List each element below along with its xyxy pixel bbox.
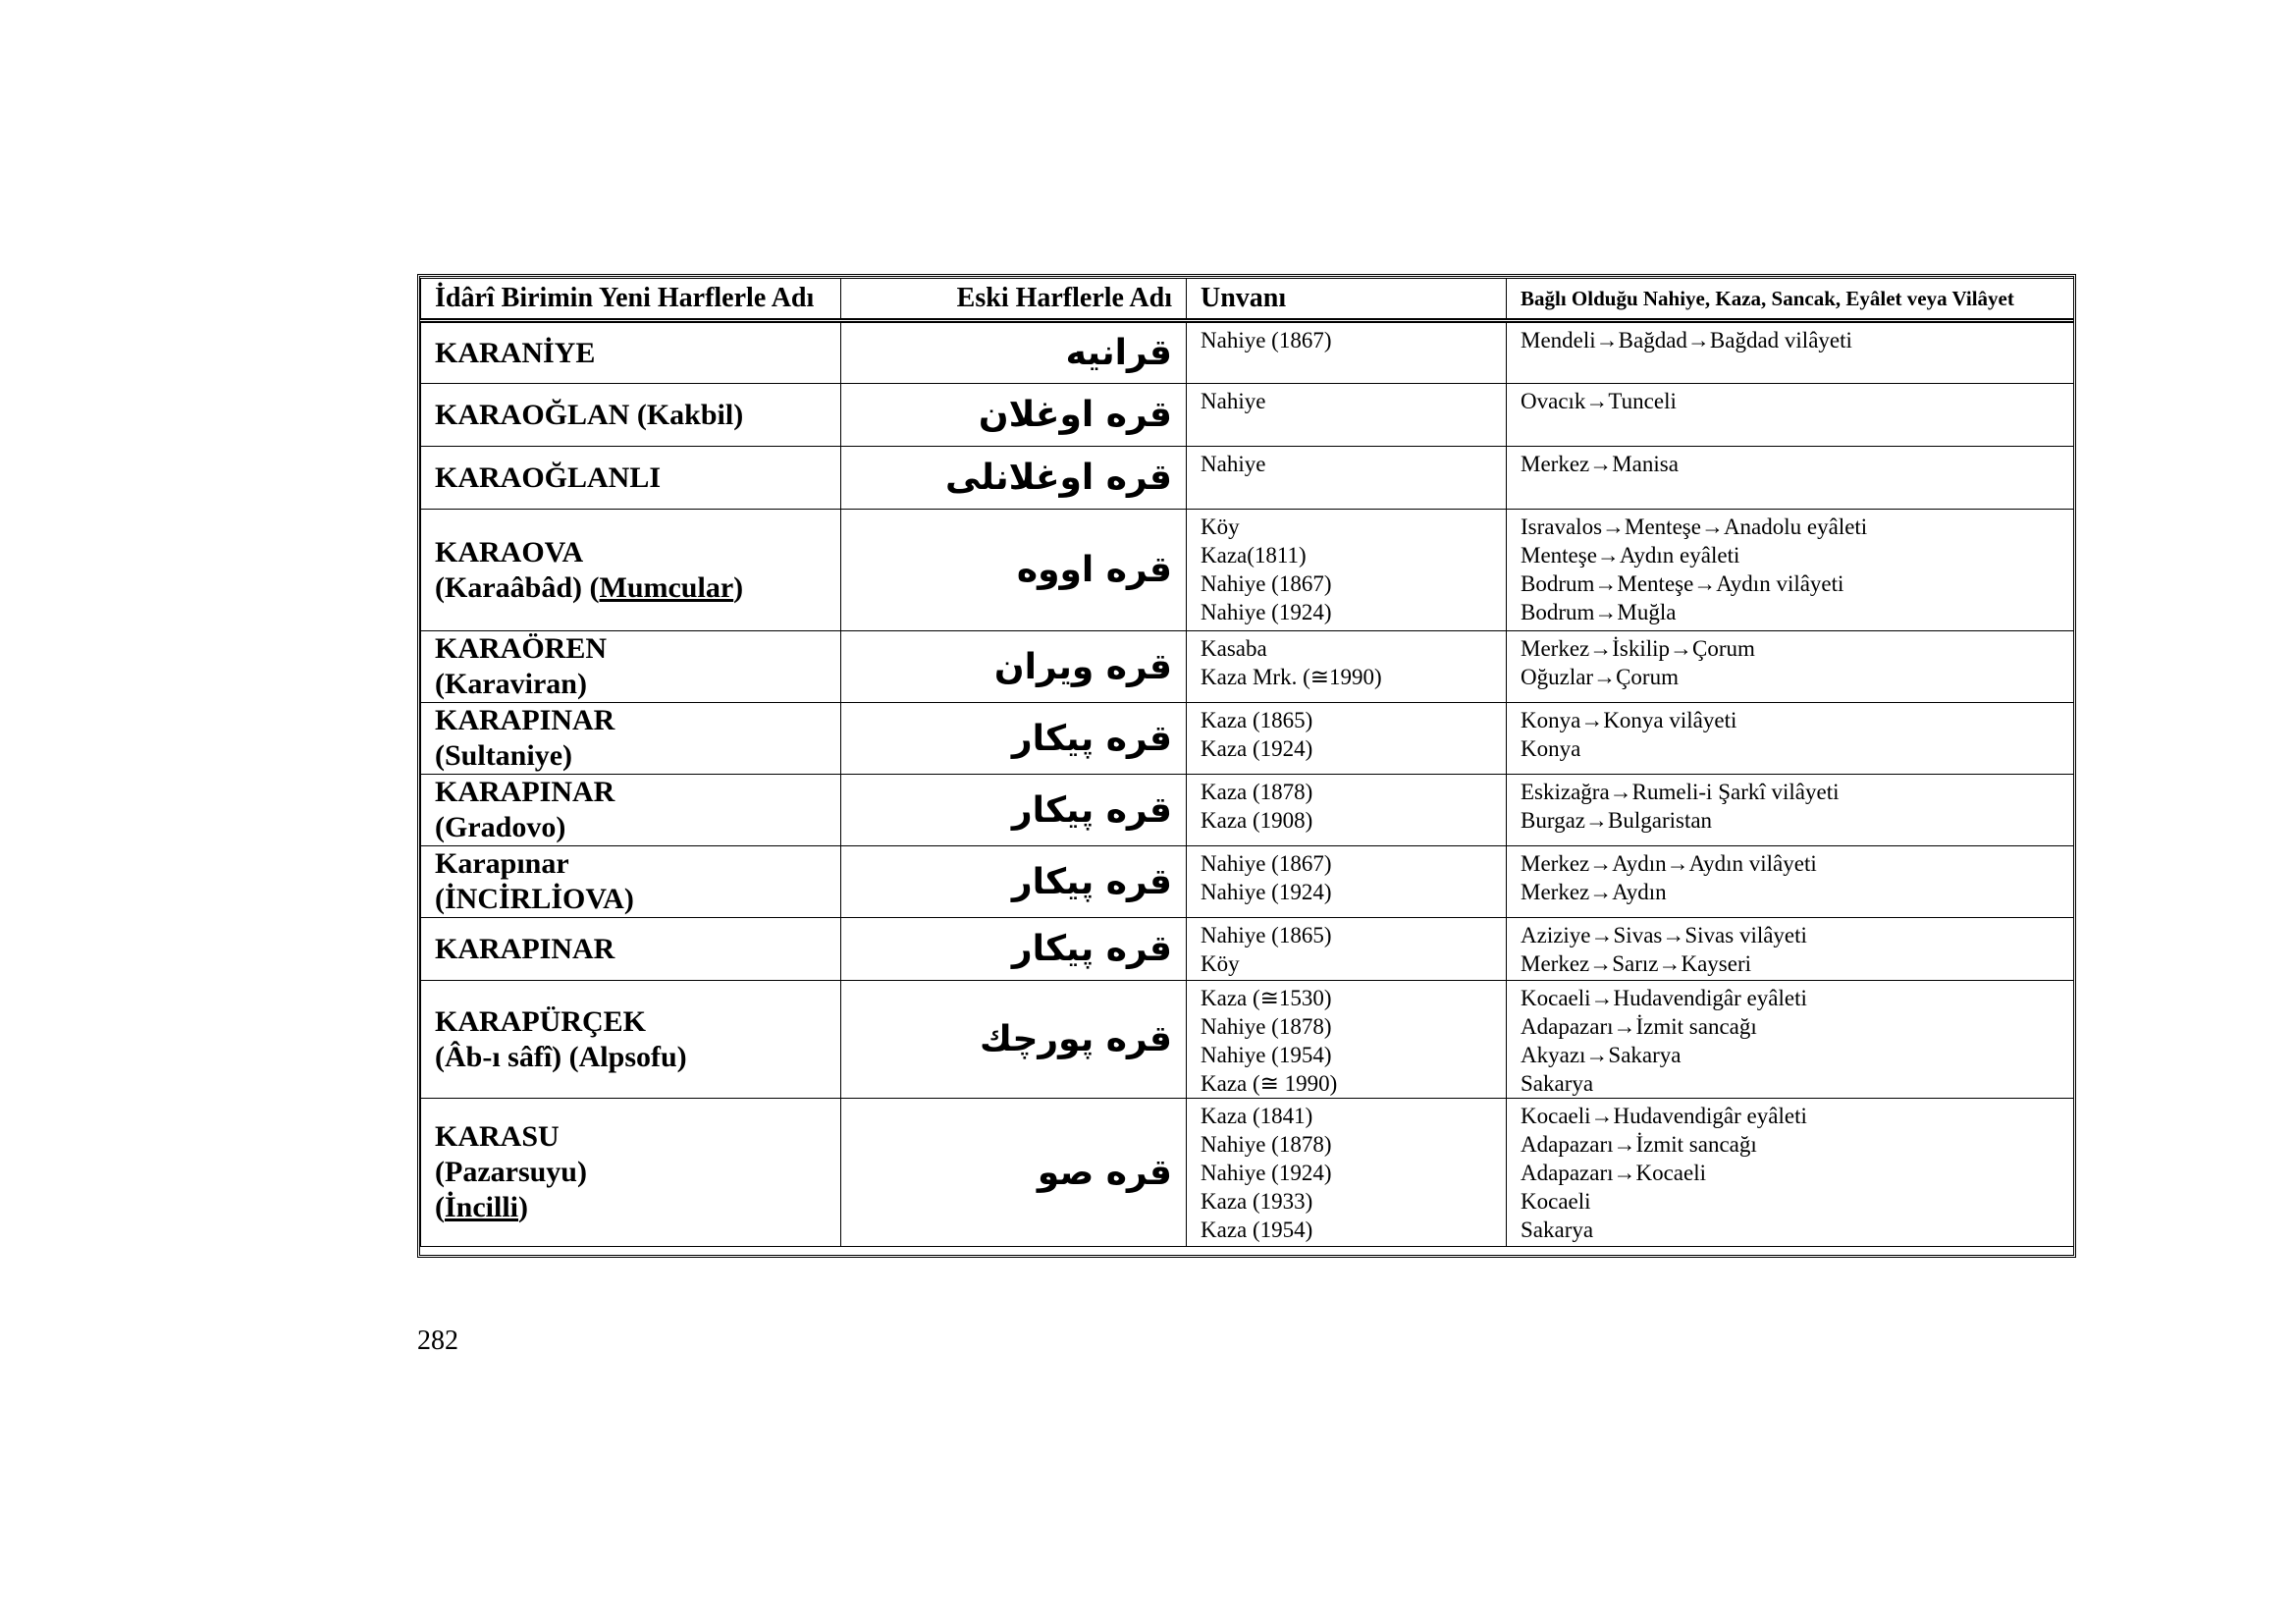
unit-title (1187, 703, 1507, 775)
title-line: Kaza(1811) (1201, 543, 1307, 568)
unit-title (1187, 447, 1507, 510)
unit-new-name (421, 775, 841, 846)
affiliation-line: Merkez→İskilip→Çorum (1521, 636, 1755, 661)
title-line: Nahiye (1878) (1201, 1132, 1332, 1157)
name-line: KARAPINAR (435, 704, 615, 736)
title-line: Kaza (1865) (1201, 708, 1313, 732)
title-line: Nahiye (1867) (1201, 571, 1332, 596)
title-line: Kaza (1924) (1201, 736, 1313, 761)
table-row (421, 918, 2074, 981)
table-row (421, 447, 2074, 510)
unit-affiliation (1507, 918, 2074, 981)
unit-new-name (421, 384, 841, 447)
administrative-units-table (420, 278, 2074, 1247)
unit-affiliation (1507, 384, 2074, 447)
title-line: Köy (1201, 514, 1240, 539)
unit-affiliation (1507, 510, 2074, 631)
name-line: KARAPINAR (435, 932, 615, 965)
unit-title (1187, 384, 1507, 447)
unit-title (1187, 981, 1507, 1099)
unit-new-name (421, 447, 841, 510)
title-line: Nahiye (1924) (1201, 600, 1332, 624)
unit-old-name: قره پيكار (841, 846, 1187, 918)
table-row (421, 1099, 2074, 1247)
affiliation-line: Merkez→Aydın (1521, 880, 1667, 904)
title-line: Köy (1201, 951, 1240, 976)
title-line: Kaza (1908) (1201, 808, 1313, 833)
table-row (421, 510, 2074, 631)
table-body (421, 321, 2074, 1247)
title-line: Kaza (1933) (1201, 1189, 1313, 1214)
unit-affiliation (1507, 846, 2074, 918)
affiliation-line: Merkez→Sarız→Kayseri (1521, 951, 1752, 976)
affiliation-line: Akyazı→Sakarya (1521, 1043, 1682, 1067)
affiliation-line: Adapazarı→İzmit sancağı (1521, 1014, 1757, 1039)
table-row (421, 384, 2074, 447)
unit-affiliation (1507, 981, 2074, 1099)
title-line: Kaza (≅1530) (1201, 986, 1332, 1010)
name-line: (Âb-ı sâfî) (Alpsofu) (435, 1040, 687, 1073)
title-line: Kaza (≅ 1990) (1201, 1071, 1338, 1096)
unit-old-name: قره اوغلانلى (841, 447, 1187, 510)
unit-new-name (421, 510, 841, 631)
unit-affiliation (1507, 775, 2074, 846)
affiliation-line: Konya (1521, 736, 1581, 761)
unit-new-name (421, 1099, 841, 1247)
table-row (421, 321, 2074, 384)
header-affiliation: Bağlı Olduğu Nahiye, Kaza, Sancak, Eyâlet veya Vilâyet (1507, 279, 2074, 321)
title-line: Nahiye (1867) (1201, 328, 1332, 352)
unit-title (1187, 631, 1507, 703)
unit-new-name (421, 846, 841, 918)
unit-new-name (421, 703, 841, 775)
unit-title (1187, 1099, 1507, 1247)
table-row (421, 631, 2074, 703)
affiliation-line: Bodrum→Muğla (1521, 600, 1677, 624)
affiliation-line: Sakarya (1521, 1218, 1594, 1242)
affiliation-line: Kocaeli→Hudavendigâr eyâleti (1521, 986, 1807, 1010)
unit-old-name: قره پيكار (841, 918, 1187, 981)
unit-new-name (421, 631, 841, 703)
name-line: (Pazarsuyu) (435, 1156, 587, 1188)
unit-old-name: قره پيكار (841, 775, 1187, 846)
unit-old-name: قره پيكار (841, 703, 1187, 775)
affiliation-line: Isravalos→Menteşe→Anadolu eyâleti (1521, 514, 1868, 539)
affiliation-line: Adapazarı→İzmit sancağı (1521, 1132, 1757, 1157)
title-line: Kaza Mrk. (≅1990) (1201, 665, 1382, 689)
title-line: Nahiye (1201, 452, 1266, 476)
header-new-name: İdârî Birimin Yeni Harflerle Adı (421, 279, 841, 321)
name-line: KARAPÜRÇEK (435, 1004, 646, 1038)
name-line: (Gradovo) (435, 811, 566, 843)
affiliation-line: Kocaeli (1521, 1189, 1591, 1214)
unit-new-name (421, 918, 841, 981)
unit-affiliation (1507, 321, 2074, 384)
affiliation-line: Sakarya (1521, 1071, 1594, 1096)
name-line: KARAOVA (435, 535, 584, 568)
unit-old-name: قره پورچك (841, 981, 1187, 1099)
title-line: Kaza (1954) (1201, 1218, 1313, 1242)
name-line: KARAÖREN (435, 632, 608, 665)
title-line: Kaza (1841) (1201, 1104, 1313, 1128)
unit-title (1187, 846, 1507, 918)
title-line: Nahiye (1924) (1201, 880, 1332, 904)
name-line: (Karaâbâd) (Mumcular) (435, 570, 744, 604)
unit-new-name (421, 981, 841, 1099)
name-line: (İNCİRLİOVA) (435, 883, 634, 915)
affiliation-line: Eskizağra→Rumeli-i Şarkî vilâyeti (1521, 780, 1840, 804)
name-line: KARAOĞLAN (Kakbil) (435, 398, 744, 431)
affiliation-line: Bodrum→Menteşe→Aydın vilâyeti (1521, 571, 1844, 596)
unit-old-name: قره اووه (841, 510, 1187, 631)
table-row (421, 846, 2074, 918)
table-header-row (421, 279, 2074, 321)
affiliation-line: Konya→Konya vilâyeti (1521, 708, 1737, 732)
unit-affiliation (1507, 447, 2074, 510)
affiliation-line: Ovacık→Tunceli (1521, 389, 1677, 413)
unit-affiliation (1507, 1099, 2074, 1247)
title-line: Nahiye (1954) (1201, 1043, 1332, 1067)
affiliation-line: Burgaz→Bulgaristan (1521, 808, 1713, 833)
unit-title (1187, 510, 1507, 631)
affiliation-line: Merkez→Manisa (1521, 452, 1679, 476)
title-line: Nahiye (1924) (1201, 1161, 1332, 1185)
title-line: Nahiye (1201, 389, 1266, 413)
unit-old-name: قره ويران (841, 631, 1187, 703)
unit-old-name: قره صو (841, 1099, 1187, 1247)
affiliation-line: Kocaeli→Hudavendigâr eyâleti (1521, 1104, 1807, 1128)
affiliation-line: Aziziye→Sivas→Sivas vilâyeti (1521, 923, 1807, 947)
name-line: KARAOĞLANLI (435, 460, 662, 494)
title-line: Kaza (1878) (1201, 780, 1313, 804)
title-line: Nahiye (1867) (1201, 851, 1332, 876)
unit-new-name (421, 321, 841, 384)
name-line: (Sultaniye) (435, 739, 573, 772)
affiliation-line: Merkez→Aydın→Aydın vilâyeti (1521, 851, 1817, 876)
header-old-name: Eski Harflerle Adı (841, 279, 1187, 321)
unit-old-name: قره اوغلان (841, 384, 1187, 447)
affiliation-line: Menteşe→Aydın eyâleti (1521, 543, 1740, 568)
table-row (421, 981, 2074, 1099)
name-line: KARANİYE (435, 336, 596, 369)
unit-affiliation (1507, 703, 2074, 775)
affiliation-line: Mendeli→Bağdad→Bağdad vilâyeti (1521, 328, 1852, 352)
unit-title (1187, 918, 1507, 981)
unit-title (1187, 321, 1507, 384)
title-line: Nahiye (1878) (1201, 1014, 1332, 1039)
page-number: 282 (417, 1326, 458, 1356)
affiliation-line: Adapazarı→Kocaeli (1521, 1161, 1707, 1185)
table-row (421, 775, 2074, 846)
name-line: (İncilli) (435, 1191, 529, 1223)
name-line: (Karaviran) (435, 668, 587, 700)
name-line: KARAPINAR (435, 776, 615, 808)
unit-old-name: قرانيه (841, 321, 1187, 384)
header-title: Unvanı (1187, 279, 1507, 321)
table-row (421, 703, 2074, 775)
affiliation-line: Oğuzlar→Çorum (1521, 665, 1679, 689)
title-line: Nahiye (1865) (1201, 923, 1332, 947)
name-line: KARASU (435, 1120, 560, 1153)
unit-affiliation (1507, 631, 2074, 703)
unit-title (1187, 775, 1507, 846)
title-line: Kasaba (1201, 636, 1267, 661)
name-line: Karapınar (435, 847, 569, 880)
